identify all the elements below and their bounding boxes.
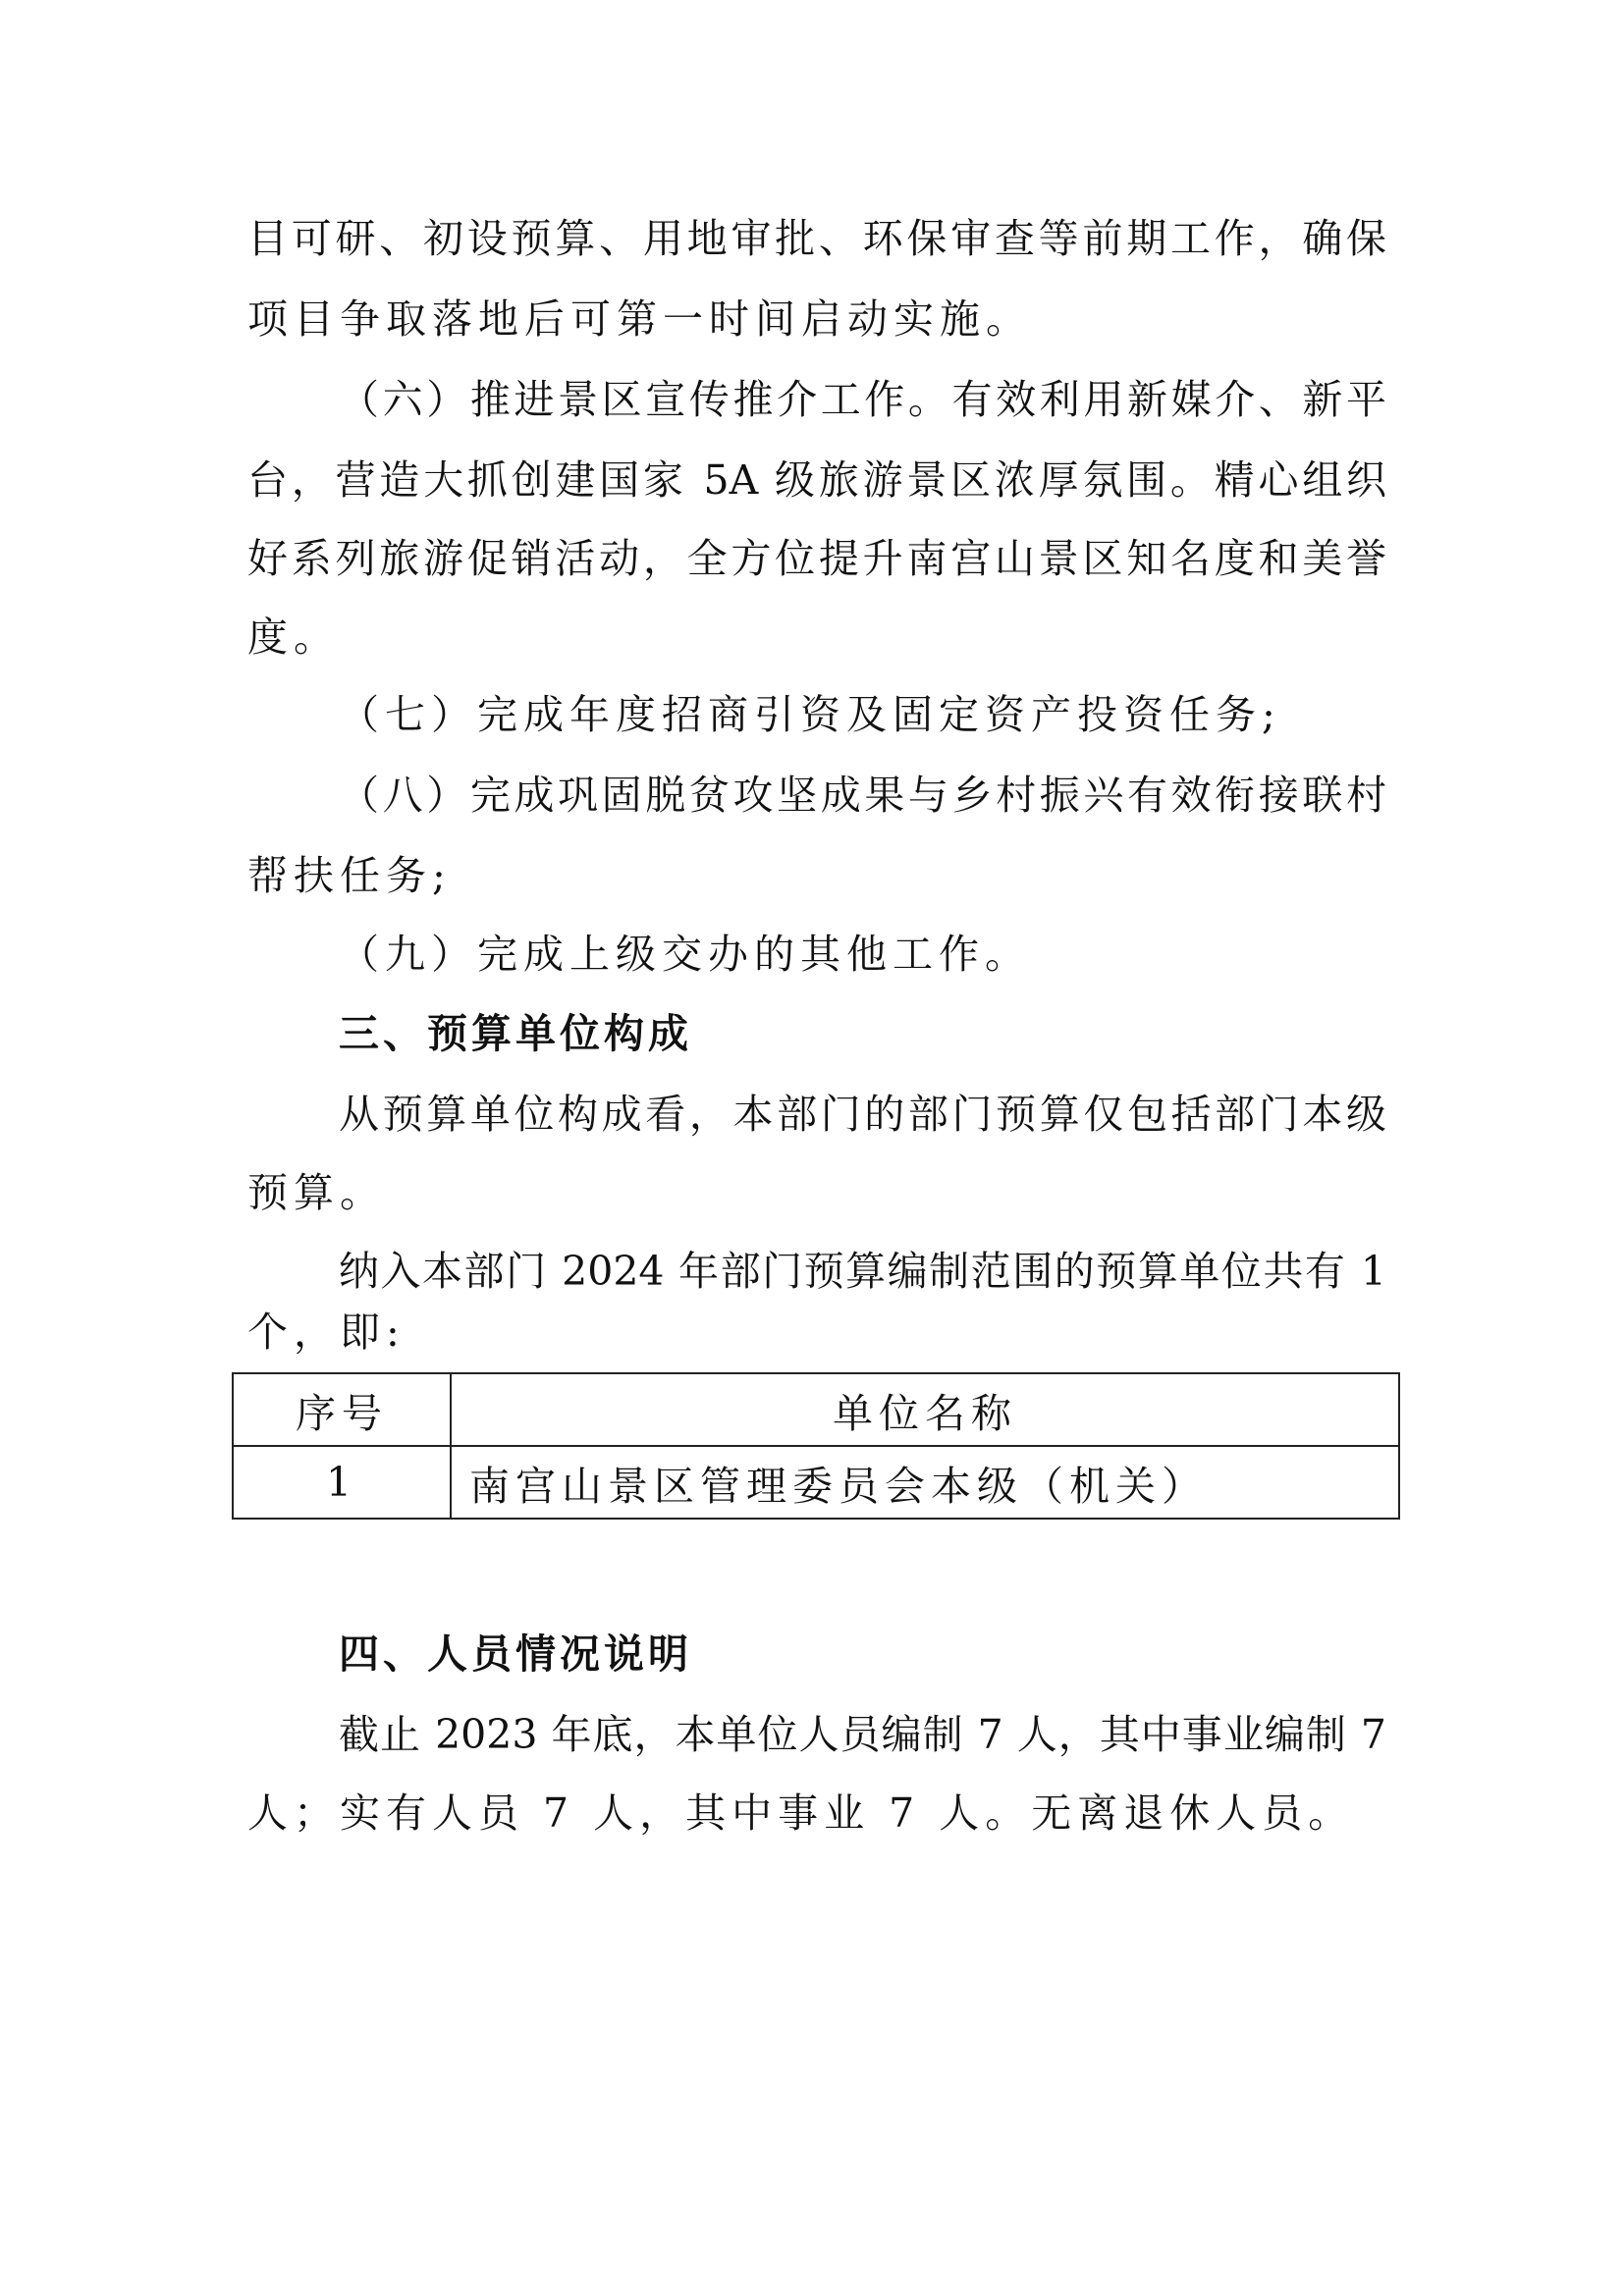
section-heading: 三、预算单位构成 [339, 1010, 692, 1057]
paragraph-line: （六）推进景区宣传推介工作。有效利用新媒介、新平 [339, 376, 1386, 423]
paragraph-line: 帮扶任务; [247, 852, 452, 899]
budget-units-table [232, 1372, 1400, 1520]
paragraph-line: 好系列旅游促销活动，全方位提升南宫山景区知名度和美誉 [247, 535, 1386, 582]
paragraph-line: 人；实有人员 7 人，其中事业 7 人。无离退休人员。 [247, 1789, 1355, 1837]
section-heading: 四、人员情况说明 [339, 1630, 692, 1678]
paragraph-line: 纳入本部门 2024 年部门预算编制范围的预算单位共有 1 [339, 1248, 1386, 1295]
table-header-row [233, 1373, 1399, 1446]
paragraph-line: 项目争取落地后可第一时间启动实施。 [247, 295, 1032, 343]
cell-unit-name: 南宫山景区管理委员会本级（机关） [451, 1446, 1399, 1519]
paragraph-line: 预算。 [247, 1169, 386, 1216]
paragraph-line: （八）完成巩固脱贫攻坚成果与乡村振兴有效衔接联村 [339, 772, 1386, 819]
header-unit-name: 单位名称 [451, 1373, 1399, 1446]
paragraph-line: 截止 2023 年底，本单位人员编制 7 人，其中事业编制 7 [339, 1711, 1386, 1758]
table-row [233, 1446, 1399, 1519]
paragraph-line: 目可研、初设预算、用地审批、环保审查等前期工作，确保 [247, 215, 1386, 262]
header-serial-number: 序号 [233, 1373, 451, 1446]
paragraph-line: （九）完成上级交办的其他工作。 [339, 931, 1031, 978]
paragraph-line: 台，营造大抓创建国家 5A 级旅游景区浓厚氛围。精心组织 [247, 456, 1386, 504]
paragraph-line: 度。 [247, 614, 340, 661]
paragraph-line: （七）完成年度招商引资及固定资产投资任务; [339, 691, 1281, 738]
cell-serial-number: 1 [233, 1446, 451, 1519]
paragraph-line: 个，即: [247, 1308, 406, 1356]
paragraph-line: 从预算单位构成看，本部门的部门预算仅包括部门本级 [339, 1091, 1386, 1138]
